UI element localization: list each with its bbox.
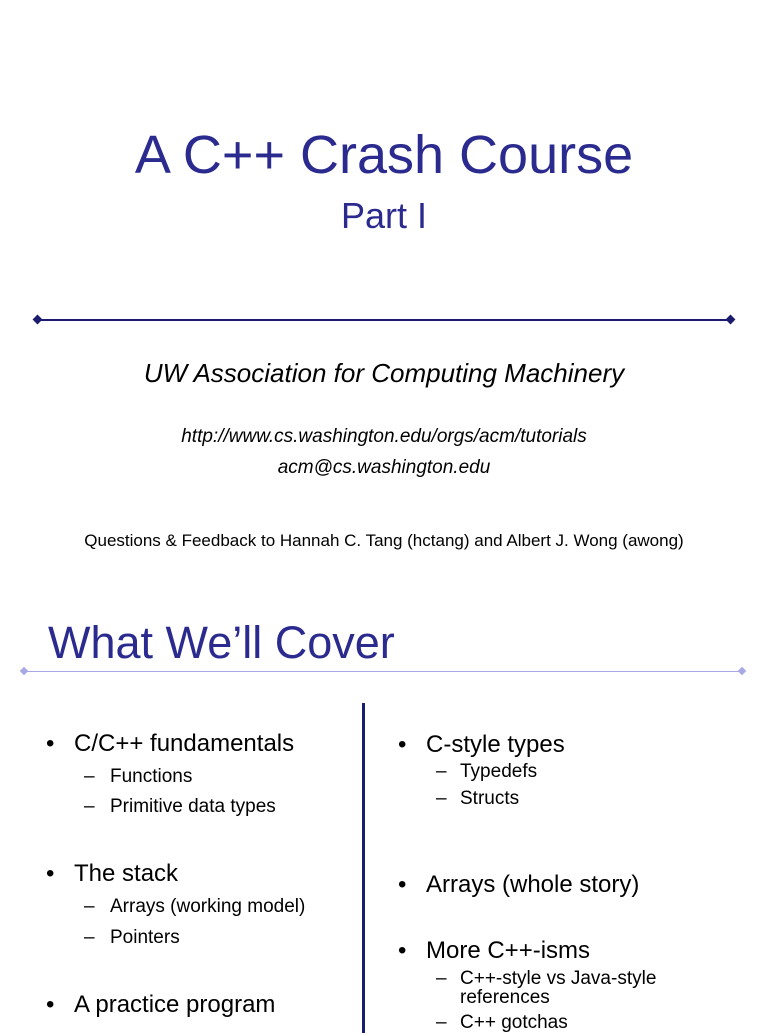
dash-glyph: – xyxy=(84,796,95,817)
sub-item xyxy=(84,767,192,786)
sub-item xyxy=(84,797,276,816)
sub-item xyxy=(84,928,180,947)
bullet-item xyxy=(398,733,565,757)
contact-email[interactable]: acm@cs.washington.edu xyxy=(277,457,491,478)
sub-item xyxy=(436,969,716,1007)
bullet-glyph: • xyxy=(398,871,407,898)
bullet-text: A practice program xyxy=(74,991,276,1018)
slide-subtitle: Part I xyxy=(340,195,428,236)
bullet-item xyxy=(46,993,275,1017)
sub-text: Arrays (working model) xyxy=(110,896,306,917)
heading-diamond-left xyxy=(20,667,28,675)
bullet-glyph: • xyxy=(398,937,407,964)
tutorial-url[interactable]: http://www.cs.washington.edu/orgs/acm/tutorials xyxy=(181,426,587,447)
feedback-credit: Questions & Feedback to Hannah C. Tang (hctang) and Albert J. Wong (awong) xyxy=(84,531,684,550)
divider-diamond-left xyxy=(33,315,43,325)
dash-glyph: – xyxy=(84,896,95,917)
divider-diamond-right xyxy=(726,315,736,325)
slide-title: A C++ Crash Course xyxy=(134,125,634,185)
bullet-item xyxy=(46,862,178,886)
bullet-item xyxy=(398,939,590,963)
heading-divider xyxy=(24,671,743,672)
bullet-glyph: • xyxy=(46,991,55,1018)
sub-item xyxy=(436,789,519,808)
title-divider xyxy=(38,319,731,321)
bullet-glyph: • xyxy=(46,860,55,887)
sub-text: Typedefs xyxy=(460,761,538,782)
bullet-item xyxy=(398,873,639,897)
bullet-glyph: • xyxy=(46,730,55,757)
column-divider xyxy=(362,703,365,1033)
organization-name: UW Association for Computing Machinery xyxy=(143,358,625,388)
sub-text: Primitive data types xyxy=(110,796,276,817)
dash-glyph: – xyxy=(436,788,447,809)
bullet-text: The stack xyxy=(74,860,179,887)
bullet-text: More C++-isms xyxy=(426,937,591,964)
dash-glyph: – xyxy=(436,761,447,782)
sub-text: Structs xyxy=(460,788,520,809)
bullet-item xyxy=(46,732,294,756)
sub-item xyxy=(436,1013,568,1032)
sub-text: C++ gotchas xyxy=(460,1012,568,1033)
dash-glyph: – xyxy=(436,968,447,989)
heading-diamond-right xyxy=(738,667,746,675)
dash-glyph: – xyxy=(84,927,95,948)
sub-text: Pointers xyxy=(110,927,180,948)
slide-heading: What We’ll Cover xyxy=(48,617,395,668)
dash-glyph: – xyxy=(84,766,95,787)
sub-item xyxy=(436,762,537,781)
sub-text: Functions xyxy=(110,766,193,787)
sub-item xyxy=(84,897,305,916)
sub-text: C++-style vs Java-style references xyxy=(460,968,657,1008)
bullet-text: C-style types xyxy=(426,731,565,758)
dash-glyph: – xyxy=(436,1012,447,1033)
bullet-text: Arrays (whole story) xyxy=(426,871,640,898)
bullet-text: C/C++ fundamentals xyxy=(74,730,295,757)
bullet-glyph: • xyxy=(398,731,407,758)
